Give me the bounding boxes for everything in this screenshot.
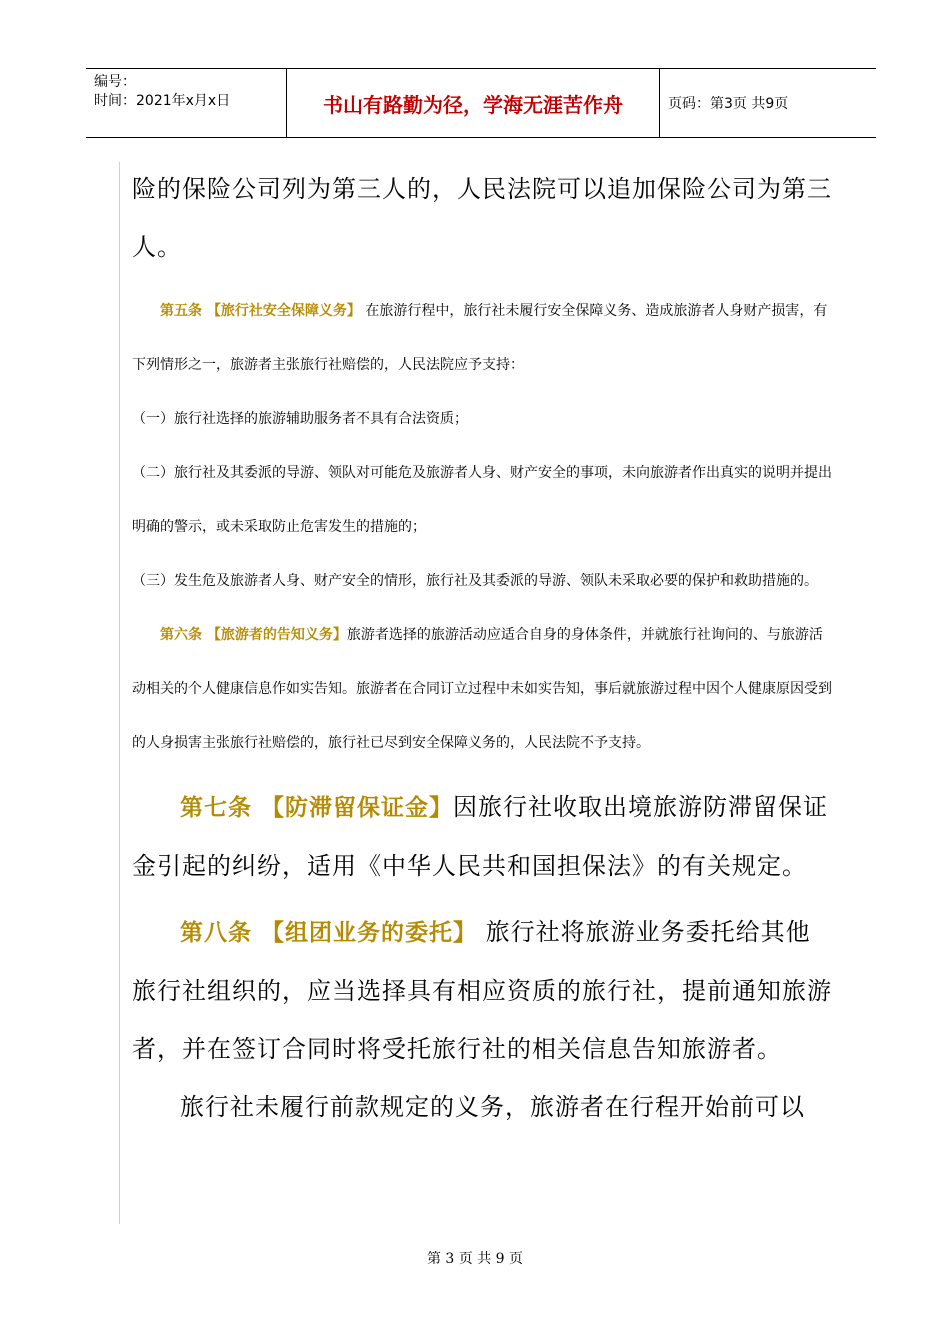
article-5-item-3: （三）发生危及旅游者人身、财产安全的情形，旅行社及其委派的导游、领队未采取必要的保护和救助措施的。 — [132, 573, 818, 589]
header-motto: 书山有路勤为径，学海无涯苦作舟 — [323, 92, 623, 117]
time-label: 时间：2021年x月x日 — [94, 93, 231, 109]
article-6-text: 旅游者选择的旅游活动应适合自身的身体条件，并就旅行社询问的、与旅游活动相关的个人健康信息作如实告知。旅游者在合同订立过程中未如实告知，事后就旅游过程中因个人健康原因受到的人身损害主张旅行社赔偿的，旅行社已尽到安全保障义务的，人民法院不予支持。 — [132, 627, 832, 751]
page-footer: 第 3 页 共 9 页 — [426, 1251, 524, 1267]
header-motto-cell — [286, 69, 660, 137]
article-8 — [132, 903, 832, 1078]
article-6-title: 第六条 【旅游者的告知义务】 — [160, 627, 347, 643]
header-page-cell — [658, 69, 876, 137]
page-header — [86, 68, 876, 138]
article-6 — [132, 608, 832, 770]
article-7 — [132, 778, 832, 895]
left-margin-line — [119, 162, 120, 1224]
document-body — [132, 160, 832, 1136]
article-5-title: 第五条 【旅行社安全保障义务】 — [160, 303, 361, 319]
header-meta — [86, 69, 286, 137]
article-5-item-2: （二）旅行社及其委派的导游、领队对可能危及旅游者人身、财产安全的事项，未向旅游者作出真实的说明并提出明确的警示，或未采取防止危害发生的措施的； — [132, 465, 832, 535]
article-8-title: 第八条 【组团业务的委托】 — [180, 920, 478, 946]
article-7-title: 第七条 【防滞留保证金】 — [180, 795, 454, 821]
header-page-label: 页码：第3页 共9页 — [668, 96, 789, 112]
number-label: 编号： — [94, 74, 136, 90]
article-5-item-1: （一）旅行社选择的旅游辅助服务者不具有合法资质； — [132, 411, 468, 427]
paragraph-continuation: 险的保险公司列为第三人的，人民法院可以追加保险公司为第三人。 — [132, 175, 832, 261]
paragraph-last: 旅行社未履行前款规定的义务，旅游者在行程开始前可以 — [180, 1093, 805, 1121]
article-5 — [132, 284, 832, 392]
article-8-text: 旅行社将旅游业务委托给其他旅行社组织的，应当选择具有相应资质的旅行社，提前通知旅游者，并在签订合同时将受托旅行社的相关信息告知旅游者。 — [132, 918, 832, 1063]
article-5-text: 在旅游行程中，旅行社未履行安全保障义务、造成旅游者人身财产损害，有下列情形之一，旅游者主张旅行社赔偿的，人民法院应予支持： — [132, 303, 828, 373]
article-7-text: 因旅行社收取出境旅游防滞留保证金引起的纠纷，适用《中华人民共和国担保法》的有关规定。 — [132, 793, 829, 880]
